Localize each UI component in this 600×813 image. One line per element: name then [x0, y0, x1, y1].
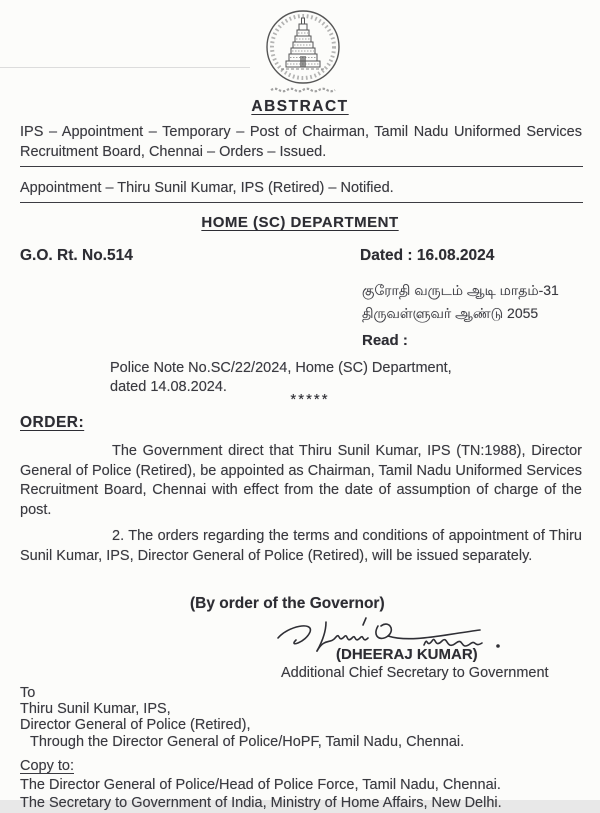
copy-to-label: Copy to:: [20, 758, 74, 774]
copy-to-line-2-clipped: The Secretary to Government of India, Ministry of Home Affairs, New Delhi.: [20, 795, 502, 811]
to-line-1: Thiru Sunil Kumar, IPS,: [20, 701, 171, 717]
scan-artifact-line: [0, 67, 250, 68]
tamil-nadu-emblem: [256, 5, 350, 95]
abstract-heading: ABSTRACT: [251, 98, 349, 115]
to-label: To: [20, 685, 36, 701]
subject-line-2: Appointment – Thiru Sunil Kumar, IPS (Retired) – Notified.: [20, 180, 394, 196]
separator-stars: *****: [290, 391, 330, 408]
dated-label: Dated : 16.08.2024: [360, 247, 495, 264]
signatory-name: (DHEERAJ KUMAR): [336, 646, 478, 663]
horizontal-rule-2: [20, 202, 583, 203]
department-heading: HOME (SC) DEPARTMENT: [201, 214, 399, 231]
signatory-title: Additional Chief Secretary to Government: [281, 665, 549, 681]
subject-line-1: IPS – Appointment – Temporary – Post of Chairman, Tamil Nadu Uniformed Services Recruitment Board, Chennai – Orders – Issued.: [20, 124, 582, 160]
by-order-of-governor: (By order of the Governor): [190, 595, 385, 612]
order-heading: ORDER:: [20, 414, 85, 431]
temple-gopuram-icon: [256, 5, 350, 97]
tamil-year-line-2: திருவள்ளுவர் ஆண்டு 2055: [362, 305, 539, 321]
order-paragraph-2: 2. The orders regarding the terms and conditions of appointment of Thiru Sunil Kumar, IPS, Director General of Police (Retired), will be issued separately.: [20, 528, 582, 564]
horizontal-rule-1: [20, 166, 583, 167]
to-line-2: Director General of Police (Retired),: [20, 717, 251, 733]
read-label: Read :: [362, 332, 408, 349]
read-reference-line-2: dated 14.08.2024.: [110, 379, 227, 395]
order-paragraph-1: The Government direct that Thiru Sunil Kumar, IPS (TN:1988), Director General of Police (Retired), be appointed as Chairman, Tamil Nadu Uniformed Services Recruitment Board, Chennai with effect from the date of assumption of charge of the post.: [20, 443, 582, 518]
tamil-year-line-1: குரோதி வருடம் ஆடி மாதம்-31: [362, 282, 559, 298]
to-line-3: Through the Director General of Police/HoPF, Tamil Nadu, Chennai.: [30, 734, 465, 750]
copy-to-line-1: The Director General of Police/Head of Police Force, Tamil Nadu, Chennai.: [20, 777, 501, 793]
go-number: G.O. Rt. No.514: [20, 247, 133, 264]
read-reference-line-1: Police Note No.SC/22/2024, Home (SC) Department,: [110, 360, 452, 376]
